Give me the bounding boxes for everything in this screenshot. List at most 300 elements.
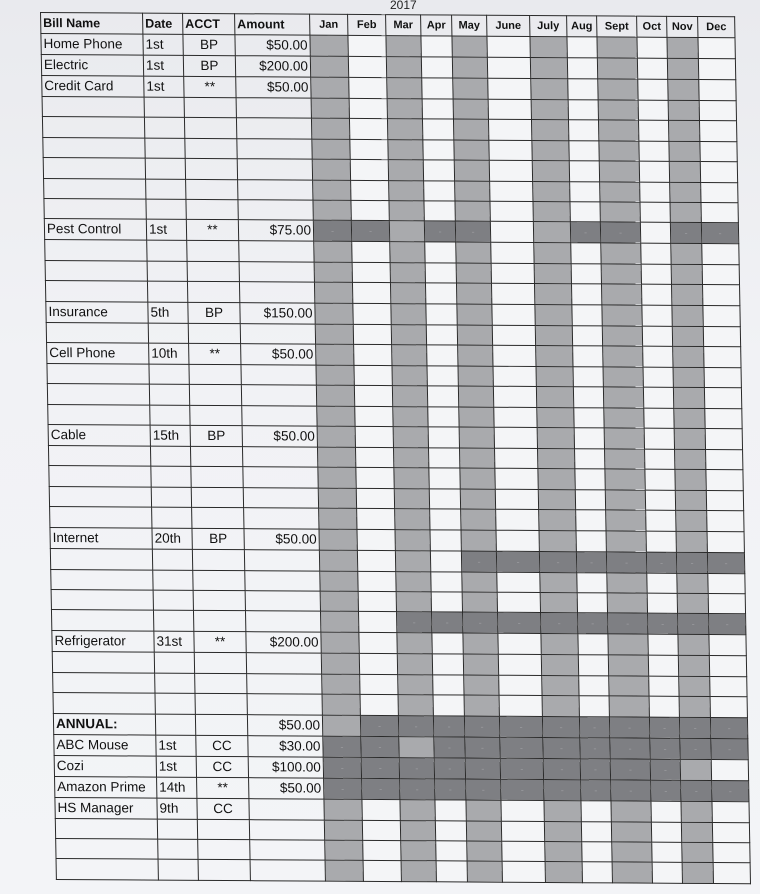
month-cell (397, 633, 432, 654)
month-cell (703, 285, 740, 306)
month-cell (388, 160, 423, 181)
month-cell (574, 407, 604, 428)
acct-cell (187, 281, 239, 302)
table-row (56, 859, 750, 884)
month-cell (421, 36, 452, 57)
month-cell (534, 263, 571, 284)
month-cell (490, 201, 533, 222)
month-cell (358, 571, 396, 592)
month-cell (502, 841, 545, 862)
month-cell (640, 222, 670, 243)
month-cell (680, 759, 711, 780)
month-cell (537, 428, 574, 449)
month-cell (651, 822, 681, 843)
month-cell: - (461, 551, 496, 572)
month-cell (317, 406, 355, 427)
date-cell: 1st (156, 735, 196, 756)
month-cell (649, 676, 679, 697)
month-cell: - (464, 716, 499, 737)
month-cell (352, 262, 390, 283)
month-cell (545, 841, 582, 862)
date-cell (152, 549, 192, 570)
month-cell (431, 571, 462, 592)
amount-cell (244, 549, 319, 570)
bill-name-cell (44, 198, 146, 219)
amount-cell (245, 591, 320, 612)
month-cell (461, 509, 496, 530)
month-cell (359, 612, 397, 633)
month-cell (704, 346, 741, 367)
month-cell: - (679, 717, 710, 738)
month-cell (672, 284, 703, 305)
month-cell (581, 800, 611, 821)
month-cell: - (650, 759, 680, 780)
amount-cell: $50.00 (236, 77, 311, 98)
month-cell (429, 489, 460, 510)
month-cell (536, 387, 573, 408)
month-cell (314, 262, 352, 283)
month-cell (454, 160, 489, 181)
month-cell: - (580, 758, 610, 779)
bill-name-cell: Amazon Prime (55, 776, 157, 798)
month-cell (360, 695, 398, 716)
month-cell (671, 264, 702, 285)
date-cell (151, 487, 191, 508)
year-label: 2017 (390, 0, 417, 12)
month-cell (311, 119, 349, 140)
month-cell (649, 696, 679, 717)
month-cell (539, 510, 576, 531)
month-cell (532, 161, 569, 182)
month-cell: - (434, 736, 465, 757)
acct-cell: ** (194, 632, 246, 653)
bill-name-cell: Electric (41, 55, 143, 77)
month-cell (706, 470, 743, 491)
month-cell (386, 36, 421, 57)
month-cell (432, 633, 463, 654)
month-cell (319, 550, 357, 571)
acct-cell (197, 819, 249, 840)
month-cell (537, 407, 574, 428)
month-cell (353, 303, 391, 324)
month-cell (682, 842, 713, 863)
month-cell (705, 408, 742, 429)
month-cell (464, 675, 499, 696)
month-cell (463, 654, 498, 675)
month-cell (577, 572, 607, 593)
month-cell (601, 264, 641, 285)
month-cell (674, 408, 705, 429)
month-cell (603, 367, 643, 388)
amount-cell (243, 467, 318, 488)
date-cell (153, 590, 193, 611)
month-cell: - (578, 613, 608, 634)
col-month: Oct (637, 16, 667, 37)
bill-name-cell (43, 158, 145, 179)
acct-cell (184, 118, 236, 139)
month-cell (459, 407, 494, 428)
month-cell (640, 182, 670, 203)
month-cell (427, 345, 458, 366)
month-cell (421, 57, 452, 78)
date-cell (146, 199, 186, 220)
month-cell (598, 100, 638, 121)
month-cell (604, 428, 644, 449)
month-cell (667, 58, 698, 79)
month-cell (599, 161, 639, 182)
month-cell (575, 469, 605, 490)
col-month: July (530, 15, 567, 36)
month-cell (310, 35, 348, 56)
month-cell: - (398, 715, 433, 736)
month-cell (611, 821, 651, 842)
month-cell (352, 282, 390, 303)
month-cell (637, 58, 667, 79)
acct-cell (193, 570, 245, 591)
month-cell (360, 674, 398, 695)
month-cell (453, 99, 488, 120)
month-cell (494, 407, 537, 428)
month-cell (643, 387, 673, 408)
month-cell (607, 573, 647, 594)
month-cell (542, 696, 579, 717)
month-cell (600, 202, 640, 223)
month-cell (457, 325, 492, 346)
month-cell (572, 325, 602, 346)
month-cell (644, 408, 674, 429)
month-cell (491, 243, 534, 264)
col-month: Jan (310, 14, 348, 35)
month-cell (647, 593, 677, 614)
month-cell: - (610, 758, 650, 779)
date-cell (157, 819, 197, 840)
month-cell (644, 428, 674, 449)
month-cell: - (646, 552, 676, 573)
month-cell (570, 181, 600, 202)
bill-name-cell (42, 97, 144, 118)
month-cell (674, 428, 705, 449)
amount-cell (245, 570, 320, 591)
bill-name-cell (42, 117, 144, 138)
month-cell (713, 863, 750, 884)
month-cell (318, 488, 356, 509)
date-cell (147, 261, 187, 282)
month-cell (464, 695, 499, 716)
acct-cell: BP (183, 55, 235, 76)
month-cell: - (707, 552, 744, 573)
month-cell (640, 202, 670, 223)
month-cell (646, 531, 676, 552)
month-cell (530, 36, 567, 57)
month-cell (393, 448, 428, 469)
month-cell: - (581, 779, 611, 800)
month-cell (494, 427, 537, 448)
month-cell (392, 386, 427, 407)
bill-name-cell (50, 507, 152, 528)
date-cell (149, 384, 189, 405)
amount-cell (239, 241, 314, 262)
month-cell (320, 571, 358, 592)
month-cell (647, 573, 677, 594)
month-cell: - (313, 220, 351, 241)
month-cell (707, 531, 744, 552)
col-month: Aug (567, 16, 597, 37)
month-cell (389, 201, 424, 222)
month-cell (453, 119, 488, 140)
month-cell (675, 470, 706, 491)
acct-cell: BP (190, 425, 242, 446)
month-cell (430, 550, 461, 571)
month-cell: - (542, 716, 579, 737)
month-cell (395, 509, 430, 530)
month-cell (579, 696, 609, 717)
month-cell (597, 37, 637, 58)
month-cell (392, 366, 427, 387)
month-cell (424, 180, 455, 201)
month-cell: - (496, 551, 539, 572)
month-cell (536, 345, 573, 366)
month-cell (313, 200, 351, 221)
month-cell (356, 468, 394, 489)
month-cell (460, 448, 495, 469)
month-cell (467, 841, 502, 862)
month-cell (673, 367, 704, 388)
date-cell (149, 364, 189, 385)
amount-cell: $50.00 (244, 528, 319, 549)
bill-name-cell (48, 446, 150, 467)
month-cell (604, 408, 644, 429)
month-cell (390, 262, 425, 283)
bill-name-cell (49, 466, 151, 487)
month-cell (648, 656, 678, 677)
month-cell (498, 655, 541, 676)
bill-name-cell: Cozi (54, 755, 156, 777)
month-cell (487, 57, 530, 78)
month-cell (605, 469, 645, 490)
date-cell (144, 118, 184, 139)
month-cell (533, 222, 570, 243)
month-cell (705, 429, 742, 450)
month-cell (573, 387, 603, 408)
month-cell (540, 593, 577, 614)
col-month: Feb (348, 14, 386, 35)
month-cell: - (579, 716, 609, 737)
amount-cell (243, 488, 318, 509)
month-cell (572, 304, 602, 325)
bill-name-cell (55, 818, 157, 839)
month-cell (313, 180, 351, 201)
month-cell (456, 263, 491, 284)
month-cell (348, 56, 386, 77)
month-cell: - (543, 737, 580, 758)
month-cell (568, 120, 598, 141)
date-cell (145, 138, 185, 159)
month-cell (455, 181, 490, 202)
month-cell: - (500, 758, 543, 779)
month-cell: - (500, 737, 543, 758)
amount-cell: $200.00 (246, 632, 321, 653)
month-cell (316, 365, 354, 386)
month-cell (706, 490, 743, 511)
date-cell: 14th (157, 777, 197, 798)
month-cell (645, 449, 675, 470)
month-cell: - (463, 612, 498, 633)
month-cell: - (498, 613, 541, 634)
col-month: Dec (698, 17, 735, 38)
bill-name-cell (46, 322, 148, 343)
month-cell (545, 862, 582, 883)
month-cell (490, 222, 533, 243)
month-cell (452, 36, 487, 57)
month-cell: - (324, 778, 362, 799)
month-cell (357, 529, 395, 550)
month-cell (601, 243, 641, 264)
amount-cell (241, 365, 316, 386)
date-cell (150, 405, 190, 426)
month-cell (389, 221, 424, 242)
date-cell: 1st (144, 76, 184, 97)
month-cell (363, 840, 401, 861)
date-cell: 15th (150, 425, 190, 446)
month-cell (538, 469, 575, 490)
month-cell: - (499, 716, 542, 737)
month-cell (639, 121, 669, 142)
bill-rows (41, 34, 751, 884)
month-cell: - (362, 778, 400, 799)
bill-name-cell (47, 384, 149, 405)
bill-name-cell (53, 693, 155, 714)
month-cell (531, 120, 568, 141)
month-cell (466, 821, 501, 842)
date-cell (146, 179, 186, 200)
amount-cell (244, 508, 319, 529)
bill-name-cell (44, 178, 146, 199)
amount-cell (250, 860, 325, 881)
date-cell (148, 323, 188, 344)
month-cell (571, 284, 601, 305)
amount-cell (250, 840, 325, 861)
month-cell (581, 821, 611, 842)
month-cell (324, 820, 362, 841)
month-cell (598, 79, 638, 100)
month-cell (324, 799, 362, 820)
month-cell (569, 161, 599, 182)
month-cell (568, 79, 598, 100)
month-cell: - (351, 221, 389, 242)
month-cell (605, 449, 645, 470)
month-cell: - (465, 737, 500, 758)
month-cell: - (709, 614, 746, 635)
bill-name-cell (53, 672, 155, 693)
date-cell: 1st (143, 34, 183, 55)
amount-cell (238, 179, 313, 200)
month-cell (315, 303, 353, 324)
acct-cell (193, 590, 245, 611)
month-cell (670, 182, 701, 203)
date-cell (154, 653, 194, 674)
month-cell (425, 263, 456, 284)
acct-cell (186, 179, 238, 200)
amount-cell (241, 385, 316, 406)
month-cell (648, 635, 678, 656)
month-cell (708, 573, 745, 594)
month-cell (501, 800, 544, 821)
month-cell (600, 181, 640, 202)
month-cell (679, 676, 710, 697)
month-cell (531, 99, 568, 120)
month-cell (453, 78, 488, 99)
month-cell (317, 447, 355, 468)
bill-name-cell: Internet (50, 527, 152, 549)
month-cell (497, 572, 540, 593)
month-cell (568, 100, 598, 121)
month-cell (352, 242, 390, 263)
amount-cell (236, 118, 311, 139)
month-cell (642, 284, 672, 305)
month-cell: - (541, 613, 578, 634)
acct-cell: ** (197, 777, 249, 798)
month-cell: - (610, 737, 650, 758)
month-cell (390, 242, 425, 263)
month-cell (487, 36, 530, 57)
month-cell: - (543, 758, 580, 779)
date-cell: 20th (152, 528, 192, 549)
date-cell (153, 570, 193, 591)
month-cell (325, 840, 363, 861)
month-cell: - (424, 221, 455, 242)
month-cell (458, 386, 493, 407)
month-cell (390, 283, 425, 304)
month-cell (359, 654, 397, 675)
date-cell (155, 714, 195, 735)
date-cell (158, 859, 198, 880)
month-cell: - (435, 778, 466, 799)
month-cell: - (678, 614, 709, 635)
month-cell (567, 58, 597, 79)
amount-cell (245, 611, 320, 632)
amount-cell: $50.00 (235, 35, 310, 56)
month-cell (602, 304, 642, 325)
month-cell: - (580, 737, 610, 758)
month-cell (676, 511, 707, 532)
month-cell (425, 242, 456, 263)
month-cell (599, 141, 639, 162)
month-cell (544, 821, 581, 842)
bill-name-cell (51, 569, 153, 590)
month-cell (355, 406, 393, 427)
amount-cell: $50.00 (242, 426, 317, 447)
month-cell (673, 388, 704, 409)
acct-cell (192, 549, 244, 570)
date-cell (153, 611, 193, 632)
month-cell: - (397, 612, 432, 633)
amount-cell: $50.00 (241, 344, 316, 365)
date-cell: 1st (143, 55, 183, 76)
month-cell (426, 303, 457, 324)
acct-cell (186, 199, 238, 220)
amount-cell: $150.00 (240, 302, 315, 323)
col-month: June (487, 15, 530, 36)
acct-cell (189, 385, 241, 406)
month-cell (495, 469, 538, 490)
month-cell (567, 37, 597, 58)
month-cell (357, 509, 395, 530)
month-cell (393, 427, 428, 448)
month-cell (422, 119, 453, 140)
month-cell (607, 593, 647, 614)
month-cell (699, 80, 736, 101)
month-cell (312, 139, 350, 160)
